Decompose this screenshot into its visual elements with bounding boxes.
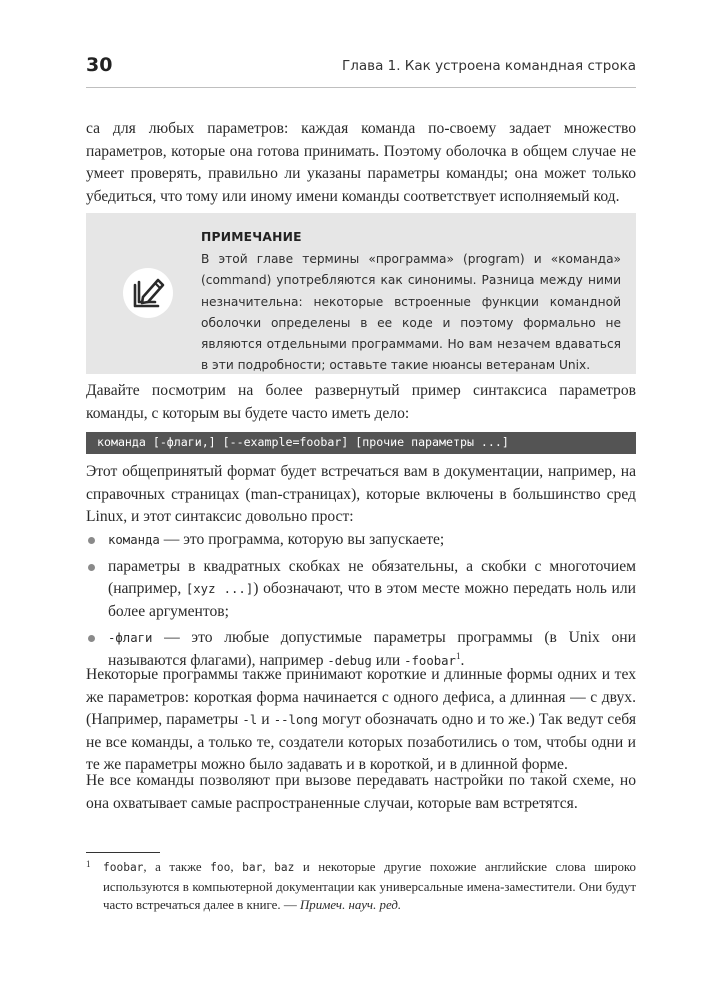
list-item-text: .: [460, 651, 465, 669]
note-box: [86, 213, 636, 374]
footnote-text: ,: [262, 860, 275, 874]
header-divider: [86, 87, 636, 88]
inline-code: -debug: [327, 653, 372, 668]
list-item-text: параметры в квадратных скобках не обязательны, а скобки с многоточием (например,: [108, 557, 636, 597]
inline-code: bar: [242, 861, 263, 874]
bullet-dot-icon: [88, 537, 95, 544]
list-item-text: ) обозначают, что в этом месте можно передать ноль или более аргументов;: [108, 580, 637, 620]
inline-code: -l: [242, 713, 258, 727]
bullet-dot-icon: [88, 635, 95, 642]
code-syntax-bar: [86, 432, 636, 454]
bullet-dot-icon: [88, 564, 95, 571]
code-syntax-line: команда [-флаги,] [--example=foobar] [прочие параметры ...]: [97, 435, 509, 449]
paragraph-5: Не все команды позволяют при вызове передавать настройки по такой схеме, но она охватывает самые распространенные случаи, которые вам встретятся.: [86, 772, 636, 812]
paragraph-1: са для любых параметров: каждая команда по-своему задает множество параметров, которые она готова принимать. Поэтому оболочка в общем случае не умеет проверять, правильно ли указаны параметры команды; она может только убедиться, что тому или иному имени команды соответствует исполняемый код.: [86, 120, 636, 205]
footnote-text: ,: [230, 860, 243, 874]
chapter-title: Глава 1. Как устроена командная строка: [341, 58, 636, 74]
note-text: В этой главе термины «программа» (program) и «команда» (command) употребляются как синонимы. Разница между ними незначительна: некоторые встроенные функции командной оболочки определены в ее коде и поэтому формально не являются отдельными программами. Но вам незачем вдаваться в эти подробности; оставьте такие нюансы ветеранам Unix.: [201, 252, 621, 373]
paragraph-text: и: [257, 711, 274, 728]
inline-code: foobar: [103, 861, 144, 874]
pencil-note-icon: [122, 267, 174, 319]
inline-code: --long: [273, 713, 319, 727]
running-header: [86, 54, 636, 82]
list-item-text: — это любые допустимые параметры программы (в Unix они называются флагами), например: [108, 629, 636, 669]
footnote-text: и некоторые другие похожие английские слова широко используются в компьютерной документации как универсальные имена-заместители. Они будут часто встречаться далее в книге. —: [103, 860, 636, 913]
page-number: 30: [86, 54, 113, 76]
inline-code: команда: [108, 533, 160, 547]
editor-note: Примеч. науч. ред.: [299, 898, 402, 913]
paragraph-text: Некоторые программы также принимают короткие и длинные формы одних и тех же параметров: короткая форма начинается с одного дефиса, а длинная — с двух. (Например, параметры: [86, 666, 636, 728]
paragraph-text: могут обозначать одно и то же.) Так ведут себя не все команды, а только те, создатели которых позаботились о том, чтобы одни и те же параметры можно было задавать и в короткой, и в длинной форме.: [86, 711, 636, 773]
inline-code: -флаги: [108, 631, 153, 645]
paragraph-2: Давайте посмотрим на более развернутый пример синтаксиса параметров команды, с которым вы будете часто иметь дело:: [86, 382, 636, 422]
footnote-divider: [86, 852, 160, 853]
list-item-text: — это программа, которую вы запускаете;: [159, 531, 445, 548]
inline-code: -foobar: [404, 653, 456, 668]
list-item-text: или: [371, 651, 405, 669]
footnote-text: , а также: [143, 860, 211, 874]
list-item: [86, 529, 636, 552]
footnote-body: [86, 858, 636, 915]
inline-code: [xyz ...]: [185, 582, 254, 596]
list-item: [86, 556, 636, 624]
inline-code: baz: [274, 861, 295, 874]
note-title: ПРИМЕЧАНИЕ: [201, 230, 302, 244]
footnote-number: 1: [86, 859, 91, 869]
inline-code: foo: [210, 861, 231, 874]
paragraph-3: Этот общепринятый формат будет встречаться вам в документации, например, на справочных страницах (man-страницах), которые включены в большинство сред Linux, и этот синтаксис довольно прост:: [86, 463, 636, 525]
bullet-list: [86, 529, 636, 676]
paragraph-4: [86, 664, 636, 777]
footnote-ref: 1: [455, 650, 461, 661]
footnote: [86, 858, 636, 915]
